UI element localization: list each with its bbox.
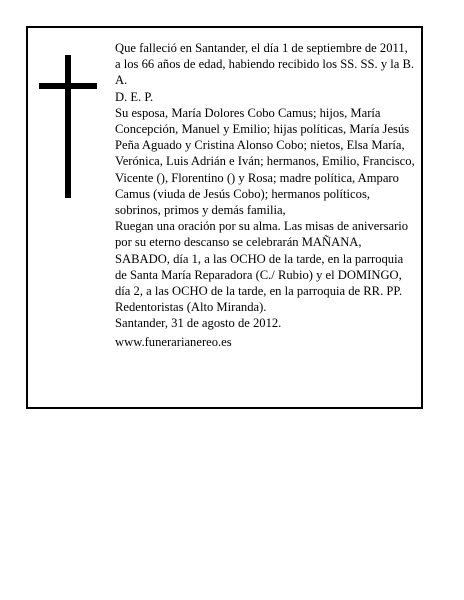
cross-horizontal-bar: [39, 83, 97, 89]
dep-line: D. E. P.: [115, 89, 154, 104]
prayer-paragraph: Ruegan una oración por su alma. Las misas de aniversario por su eterno descanso se celebrarán MAÑANA, SABADO, día 1, a las OCHO de la tarde, en la parroquia de Santa María Reparadora (C./ Rubio) y el DOMINGO, día 2, a las OCHO de la tarde, en la parroquia de RR. PP. Redentoristas (Alto Miranda).: [115, 219, 409, 315]
intro-paragraph: Que falleció en Santander, el día 1 de septiembre de 2011, a los 66 años de edad, habiendo recibido los SS. SS. y la B. A.: [115, 41, 415, 88]
cross-icon: [39, 55, 97, 198]
cross-vertical-bar: [65, 55, 71, 198]
place-date: Santander, 31 de agosto de 2012.: [115, 316, 282, 331]
family-paragraph: Su esposa, María Dolores Cobo Camus; hijos, María Concepción, Manuel y Emilio; hijas políticas, María Jesús Peña Aguado y Cristina Alonso Cobo; nietos, Elsa María, Verónica, Luis Adrián e Iván; hermanos, Emilio, Francisco, Vicente (), Florentino () y Rosa; madre política, Amparo Camus (viuda de Jesús Cobo); hermanos políticos, sobrinos, primos y demás familia,: [115, 105, 415, 218]
notice-text: [115, 40, 415, 350]
obituary-notice: [26, 26, 423, 409]
funeral-home-website: www.funerarianereo.es: [115, 334, 232, 349]
